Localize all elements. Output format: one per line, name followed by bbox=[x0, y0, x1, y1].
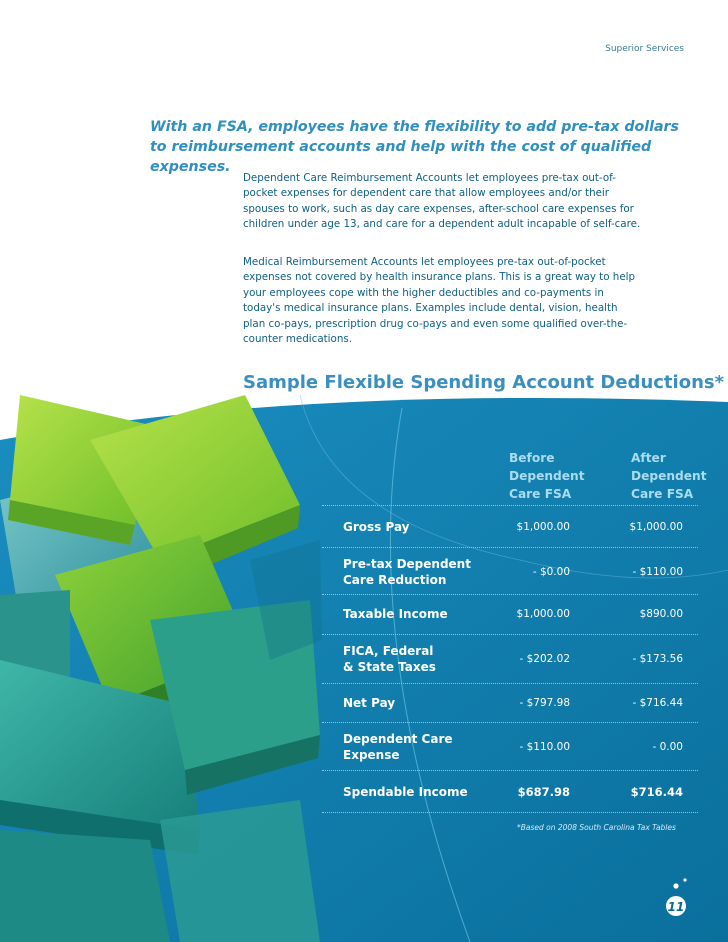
page-number: 11 bbox=[667, 900, 685, 914]
table-rule bbox=[322, 722, 698, 723]
table-rule bbox=[322, 505, 698, 506]
column-header-before: Before Dependent Care FSA bbox=[509, 451, 585, 501]
table-rule bbox=[322, 634, 698, 635]
table-title: Sample Flexible Spending Account Deductions* bbox=[243, 372, 725, 393]
page-number-dot-small bbox=[683, 878, 686, 881]
medical-reimbursement-paragraph: Medical Reimbursement Accounts let employees pre-tax out-of-pocket expenses not covered by health insurance plans. This is a great way to help your employees cope with the higher deductibles and co-payments in today's medical insurance plans. Examples include dental, vision, health plan co-pays, prescription drug co-pays and even some qualified over-the-counter medications. bbox=[243, 256, 636, 346]
brochure-page: 11 Superior Services With an FSA, employees have the flexibility to add pre-tax dollars to reimbursement accounts and help with the cost of qualified expenses. Dependent Care Reimbursement Accounts let employees pre-tax out-of-pocket expenses for dependent care that allow employees and/or their spouses to work, such as day care expenses, after-school care expenses for children under age 13, and care for a dependent adult incapable of self-care. Medical Reimbursement Accounts let employees pre-tax out-of-pocket expenses not covered by health insurance plans. This is a great way to help your employees cope with the higher deductibles and co-payments in today's medical insurance plans. Examples include dental, vision, health plan co-pays, prescription drug co-pays and even some qualified over-the-counter medications. Sample Flexible Spending Account Deductions* Before Dependent Care FSA After Dependent Care FSA Gross Pay $1,000.00 $1,000.00 Pre-tax Dependent Care Reduction - $0.00 - $110.00 Taxable Income $1,000.00 $890.00 FICA, Federal & State Taxes - $202.02 - $173.56 Net Pay - $797.98 - $716.44 Dependent Care Expense - $110.00 - 0.00 Spendable Income $687.98 $716.44 *Based on 2008 South Carolina Tax Tables bbox=[0, 0, 728, 942]
table-rule bbox=[322, 812, 698, 813]
column-header-after: After Dependent Care FSA bbox=[631, 451, 707, 501]
page-number-dot-large bbox=[673, 883, 678, 888]
note-teal-bottom bbox=[0, 830, 170, 942]
lead-statement: With an FSA, employees have the flexibility to add pre-tax dollars to reimbursement accounts and help with the cost of qualified expenses. bbox=[150, 119, 679, 175]
table-rule bbox=[322, 547, 698, 548]
table-rule bbox=[322, 770, 698, 771]
note-teal-bottom-2 bbox=[160, 800, 320, 942]
table-rule bbox=[322, 683, 698, 684]
tax-table-footnote: *Based on 2008 South Carolina Tax Tables bbox=[517, 823, 676, 832]
section-label: Superior Services bbox=[605, 44, 684, 54]
dependent-care-paragraph: Dependent Care Reimbursement Accounts let employees pre-tax out-of-pocket expenses for dependent care that allow employees and/or their spouses to work, such as day care expenses, after-school care expenses for children under age 13, and care for a dependent adult incapable of self-care. bbox=[243, 172, 641, 231]
table-rule bbox=[322, 594, 698, 595]
